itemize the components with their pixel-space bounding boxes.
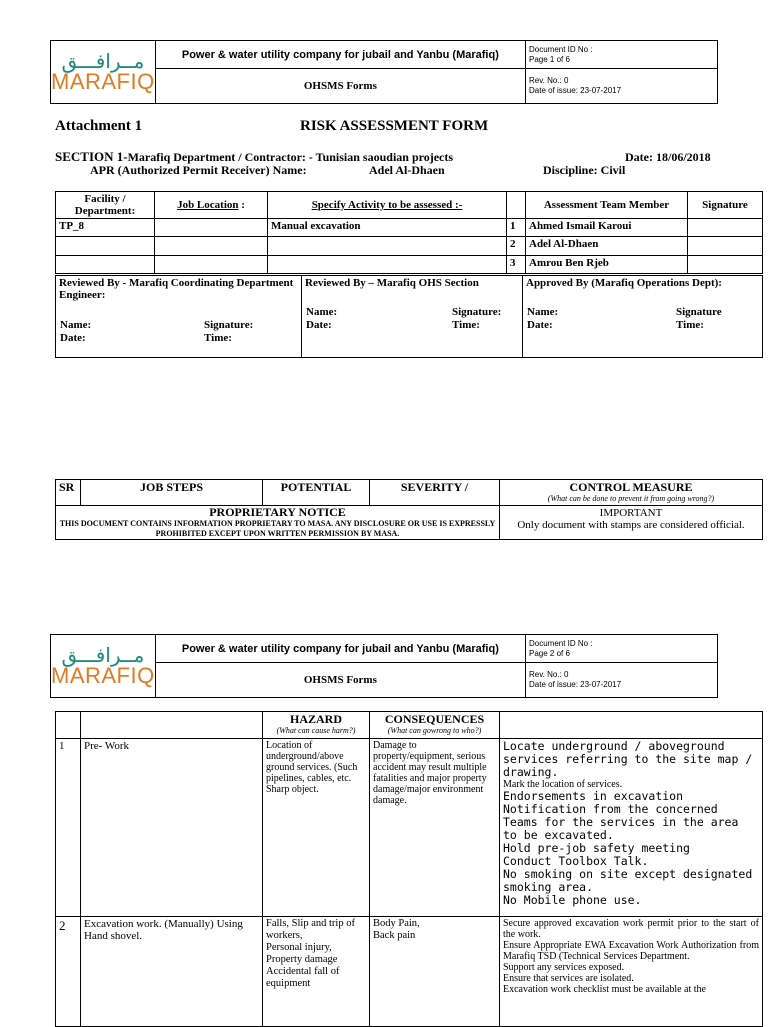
member-no: 2 bbox=[507, 237, 526, 256]
table-row bbox=[56, 739, 763, 917]
marafiq-logo bbox=[51, 635, 156, 698]
control-line: Endorsements in excavation Notification from the concerned Teams for the services in the area to be excavated. bbox=[503, 789, 739, 842]
page-number: Page 2 of 6 bbox=[529, 648, 570, 658]
review-title: Reviewed By - Marafiq Coordinating Department Engineer: bbox=[59, 277, 294, 301]
control-header-sub: (What can be done to prevent it from going wrong?) bbox=[547, 494, 715, 503]
member-name: Adel Al-Dhaen bbox=[526, 237, 688, 256]
signature-header: Signature bbox=[688, 192, 763, 219]
signature-label: Signature bbox=[676, 306, 722, 318]
severity-header: SEVERITY / bbox=[370, 480, 500, 506]
row-control bbox=[500, 739, 763, 917]
proprietary-notice bbox=[56, 506, 500, 540]
contractor: Marafiq Department / Contractor: - Tunisian saoudian projects bbox=[127, 150, 454, 164]
member-no: 1 bbox=[507, 219, 526, 237]
revision-no: Rev. No.: 0 bbox=[529, 76, 569, 85]
approved-operations bbox=[523, 276, 763, 358]
table-row bbox=[56, 917, 763, 1027]
company-name: Power & water utility company for jubail and Yanbu (Marafiq) bbox=[155, 41, 525, 69]
issue-date: Date of issue: 23-07-2017 bbox=[529, 86, 622, 95]
proprietary-table bbox=[55, 479, 763, 540]
forms-title: OHSMS Forms bbox=[155, 663, 525, 698]
review-table bbox=[55, 275, 763, 358]
hazard-header-sub: (What can cause harm?) bbox=[276, 726, 356, 735]
date-label: Date: bbox=[306, 319, 332, 331]
section-label: SECTION 1- bbox=[55, 149, 128, 164]
document-header bbox=[50, 634, 718, 698]
company-name: Power & water utility company for jubail and Yanbu (Marafiq) bbox=[155, 635, 525, 663]
section-info bbox=[55, 150, 715, 164]
logo-english: MARAFIQ bbox=[51, 663, 155, 688]
control-line: No smoking on site except designated smoking area. bbox=[503, 867, 753, 894]
revision-cell bbox=[526, 663, 718, 698]
control-line: Excavation work checklist must be available at the bbox=[503, 984, 706, 995]
signature-label: Signature: bbox=[204, 319, 254, 331]
time-label: Time: bbox=[676, 319, 704, 331]
consequences-header bbox=[370, 712, 500, 739]
important-text: Only document with stamps are considered official. bbox=[517, 519, 745, 531]
activity-header-text: Specify Activity to be assessed :- bbox=[311, 199, 463, 211]
control-header-title: CONTROL MEASURE bbox=[569, 480, 693, 494]
notice-text: THIS DOCUMENT CONTAINS INFORMATION PROPRIETARY TO MASA. ANY DISCLOSURE OR USE IS EXPRESSLY PROHIBITED EXCEPT UPON WRITTEN PERMISSION BY MASA. bbox=[59, 519, 496, 538]
assessment-table bbox=[55, 191, 763, 274]
row-step: Excavation work. (Manually) Using Hand shovel. bbox=[81, 917, 263, 1027]
marafiq-logo bbox=[51, 41, 156, 104]
consequences-header-title: CONSEQUENCES bbox=[384, 712, 485, 726]
doc-id: Document ID No : bbox=[529, 44, 593, 54]
row-no: 2 bbox=[56, 917, 81, 1027]
hazard-header-title: HAZARD bbox=[289, 712, 342, 726]
control-line: Ensure Appropriate EWA Excavation Work Authorization from Marafiq TSD (Technical Services Department. bbox=[503, 940, 759, 962]
team-header: Assessment Team Member bbox=[526, 192, 688, 219]
date-label: Date: bbox=[527, 319, 553, 331]
hazard-header bbox=[263, 712, 370, 739]
review-title: Reviewed By – Marafiq OHS Section bbox=[305, 277, 479, 289]
activity-header bbox=[268, 192, 507, 219]
revision-no: Rev. No.: 0 bbox=[529, 670, 569, 679]
section-date: Date: 18/06/2018 bbox=[625, 150, 711, 164]
logo-arabic: مــرافـــق bbox=[61, 643, 145, 667]
facility-header: Facility / Department: bbox=[56, 192, 155, 219]
doc-id-cell bbox=[526, 635, 718, 663]
row-control bbox=[500, 917, 763, 1027]
control-line: Conduct Toolbox Talk. bbox=[503, 854, 649, 868]
control-line: Ensure that services are isolated. bbox=[503, 973, 634, 984]
signature-label: Signature: bbox=[452, 306, 502, 318]
revision-cell bbox=[526, 69, 718, 104]
doc-id-cell bbox=[526, 41, 718, 69]
control-line: Locate underground / aboveground services referring to the site map / drawing. bbox=[503, 739, 753, 779]
hazard-table bbox=[55, 711, 763, 1027]
important-notice bbox=[500, 506, 763, 540]
potential-header: POTENTIAL bbox=[263, 480, 370, 506]
control-line: Hold pre-job safety meeting bbox=[503, 841, 690, 855]
name-label: Name: bbox=[60, 319, 92, 331]
discipline: Discipline: Civil bbox=[543, 163, 626, 177]
control-line: No Mobile phone use. bbox=[503, 893, 642, 907]
doc-id: Document ID No : bbox=[529, 638, 593, 648]
control-line: Secure approved excavation work permit prior to the start of the work. bbox=[503, 918, 759, 940]
review-ohs bbox=[302, 276, 523, 358]
control-header bbox=[500, 480, 763, 506]
attachment-label: Attachment 1 bbox=[55, 118, 143, 134]
name-label: Name: bbox=[527, 306, 559, 318]
logo-english: MARAFIQ bbox=[51, 69, 155, 94]
control-line: Support any services exposed. bbox=[503, 962, 625, 973]
issue-date: Date of issue: 23-07-2017 bbox=[529, 680, 622, 689]
logo-arabic: مــرافـــق bbox=[61, 49, 145, 73]
apr-name: Adel Al-Dhaen bbox=[369, 163, 445, 177]
activity-value: Manual excavation bbox=[268, 219, 507, 237]
row-consequences: Body Pain, Back pain bbox=[370, 917, 500, 1027]
review-coordinating bbox=[56, 276, 302, 358]
forms-title: OHSMS Forms bbox=[155, 69, 525, 104]
page-number: Page 1 of 6 bbox=[529, 54, 570, 64]
name-label: Name: bbox=[306, 306, 338, 318]
row-no: 1 bbox=[56, 739, 81, 917]
member-name: Amrou Ben Rjeb bbox=[526, 256, 688, 274]
apr-label: APR (Authorized Permit Receiver) Name: bbox=[90, 163, 307, 177]
job-steps-header: JOB STEPS bbox=[81, 480, 263, 506]
row-hazard: Location of underground/above ground services. (Such pipelines, cables, etc. Sharp object. bbox=[263, 739, 370, 917]
notice-title: PROPRIETARY NOTICE bbox=[209, 505, 346, 519]
time-label: Time: bbox=[452, 319, 480, 331]
document-header bbox=[50, 40, 718, 104]
date-label: Date: bbox=[60, 332, 86, 344]
time-label: Time: bbox=[204, 332, 232, 344]
row-consequences: Damage to property/equipment, serious accident may result multiple fatalities and major property damage/major environment damage. bbox=[370, 739, 500, 917]
facility-value: TP_8 bbox=[56, 219, 155, 237]
location-header bbox=[155, 192, 268, 219]
sr-header: SR bbox=[56, 480, 81, 506]
review-title: Approved By (Marafiq Operations Dept): bbox=[526, 277, 722, 289]
row-hazard: Falls, Slip and trip of workers, Personal injury, Property damage Accidental fall of equipment bbox=[263, 917, 370, 1027]
row-step: Pre- Work bbox=[81, 739, 263, 917]
member-no: 3 bbox=[507, 256, 526, 274]
important-title: IMPORTANT bbox=[599, 507, 663, 519]
form-title: RISK ASSESSMENT FORM bbox=[300, 118, 489, 134]
member-name: Ahmed Ismail Karoui bbox=[526, 219, 688, 237]
control-line: Mark the location of services. bbox=[503, 779, 623, 790]
location-header-text: Job Location bbox=[177, 199, 239, 211]
consequences-header-sub: (What can gowrong to who?) bbox=[387, 726, 482, 735]
location-header-colon: : bbox=[238, 199, 245, 211]
